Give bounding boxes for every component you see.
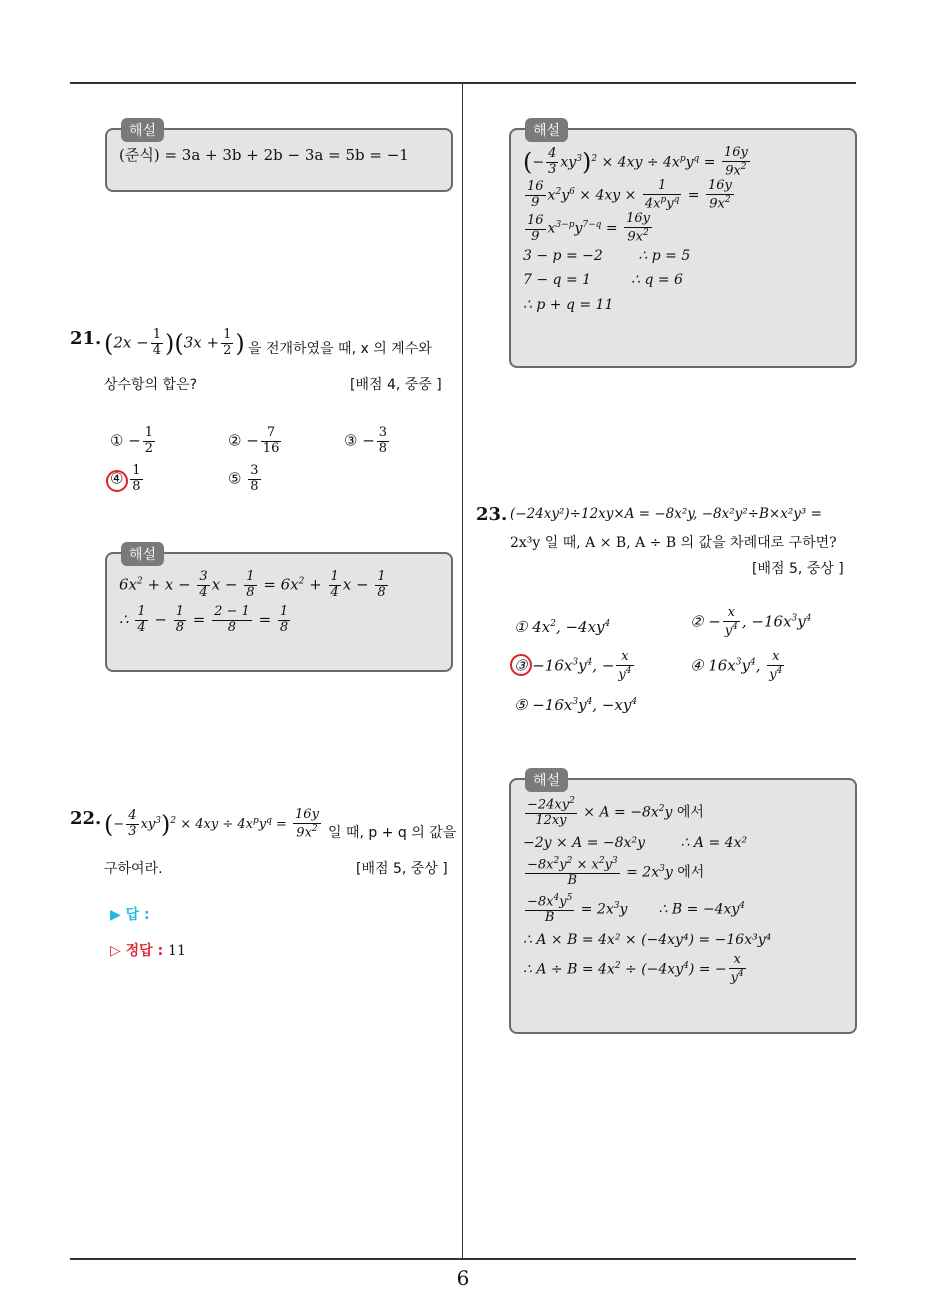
q21-option-1[interactable]: ① − $\frac{1}{2}$ — [110, 425, 154, 456]
column-divider — [462, 84, 463, 1258]
top-rule — [70, 82, 856, 84]
solution-23-line-5: ∴ A × B = 4x² × (−4xy⁴) = −16x³y⁴ — [523, 932, 772, 949]
solution-23-line-2: −2y × A = −8x²y ∴ A = 4x² — [523, 835, 748, 852]
solution-box-22 — [509, 123, 857, 368]
q21-option-4[interactable]: ④ $\frac{1}{8}$ — [110, 463, 141, 494]
correct-answer-value: 11 — [168, 943, 186, 959]
question-22-expression: (− $\frac{4}{3}$ $xy^3)^2 \times 4xy \div 4x^py^q$ = $\frac{16y}{9x^2}$ — [104, 807, 319, 841]
q21-option-5[interactable]: ⑤ $\frac{3}{8}$ — [228, 463, 259, 494]
correct-mark-q21 — [106, 470, 128, 492]
solution-23-line-3: $\frac{-8x^2y^2 \times x^2y^3}{B}$ = $2x^3y$ 에서 — [527, 856, 705, 889]
correct-answer-prefix: ▷ 정답 : — [110, 943, 164, 959]
solution-tag: 해설 — [121, 118, 164, 142]
question-23-text-b: 2x³y 일 때, A × B, A ÷ B 의 값을 차례대로 구하면? — [510, 535, 837, 551]
solution-23-line-1: $\frac{-24xy^2}{12xy}$ × $A = -8x^2y$ 에서 — [527, 796, 704, 829]
solution-tag: 해설 — [525, 768, 568, 792]
question-23-text-a: (−24xy²)÷12xy×A = −8x²y, −8x²y²÷B×x²y³ = — [510, 506, 822, 522]
solution-21-line-1: $6x^2 + x$ − $\frac{3}{4}$ x − $\frac{1}{8}$ = $6x^2$ + $\frac{1}{4}$ x − $\frac{1}{8}$ — [119, 569, 386, 600]
solution-22-line-2: $\frac{16}{9}$ $x^2y^6 \times 4xy$ × $\frac{1}{4x^py^q}$ = $\frac{16y}{9x^2}$ — [527, 178, 732, 212]
question-21-expression: (2x − $\frac{1}{4}$ )(3x + $\frac{1}{2}$ ) — [104, 327, 245, 358]
solution-22-line-4: 3 − p = −2 ∴ p = 5 — [523, 247, 691, 264]
q23-option-1[interactable]: ① $4x^2$, $-4xy^4$ — [514, 618, 611, 636]
solution-22-line-6: ∴ p + q = 11 — [523, 297, 614, 314]
solution-22-line-3: $\frac{16}{9}$ $x^{3-p}y^{7-q}$ = $\frac{16y}{9x^2}$ — [527, 211, 650, 245]
question-22-meta: [배점 5, 중상 ] — [356, 861, 448, 877]
question-23-meta: [배점 5, 중상 ] — [752, 561, 844, 577]
q21-option-3[interactable]: ③ − $\frac{3}{8}$ — [344, 425, 388, 456]
solution-tag: 해설 — [121, 542, 164, 566]
solution-box-20 — [105, 123, 453, 192]
question-21-number: 21. — [70, 328, 102, 349]
answer-input-label[interactable]: ▶ 답 : — [110, 907, 150, 923]
solution-20-line: (준식) = 3a + 3b + 2b − 3a = 5b = −1 — [119, 146, 409, 164]
bottom-rule — [70, 1258, 856, 1260]
q23-option-2[interactable]: ② − $\frac{x}{y^4}$ , $-16x^3y^4$ — [690, 605, 812, 639]
question-22-text-a: 일 때, p + q 의 값을 — [328, 825, 457, 841]
solution-22-line-5: 7 − q = 1 ∴ q = 6 — [523, 272, 683, 289]
solution-23-line-4: $\frac{-8x^4y^5}{B}$ = $2x^3y$ ∴ $B = -4xy^4$ — [527, 893, 746, 926]
q23-option-5[interactable]: ⑤ $-16x^3y^4$, $-xy^4$ — [514, 696, 638, 714]
page-number: 6 — [456, 1266, 470, 1290]
q23-option-3[interactable]: ③ $-16x^3y^4$, − $\frac{x}{y^4}$ — [514, 649, 632, 683]
solution-box-21 — [105, 547, 453, 672]
question-22-number: 22. — [70, 808, 102, 829]
question-21-text-a: 을 전개하였을 때, x 의 계수와 — [248, 341, 432, 357]
question-22-text-b: 구하여라. — [104, 861, 163, 877]
correct-answer-label — [110, 940, 186, 960]
question-21-meta: [배점 4, 중중 ] — [350, 377, 442, 393]
solution-21-line-2: ∴ $\frac{1}{4}$ − $\frac{1}{8}$ = $\frac{2 - 1}{8}$ = $\frac{1}{8}$ — [119, 603, 289, 635]
question-21-text-b: 상수항의 합은? — [104, 377, 198, 393]
q21-option-2[interactable]: ② − $\frac{7}{16}$ — [228, 425, 280, 456]
solution-22-line-1: (− $\frac{4}{3}$ $xy^3)^2 \times 4xy \div 4x^py^q$ = $\frac{16y}{9x^2}$ — [523, 145, 748, 179]
q23-option-4[interactable]: ④ $16x^3y^4$, $\frac{x}{y^4}$ — [690, 649, 783, 683]
solution-box-23 — [509, 773, 857, 1034]
question-23-number: 23. — [476, 504, 508, 525]
solution-tag: 해설 — [525, 118, 568, 142]
correct-mark-q23 — [510, 654, 532, 676]
solution-23-line-6: ∴ $A \div B = 4x^2 \div (-4xy^4)$ = − $\frac{x}{y^4}$ — [523, 952, 744, 986]
